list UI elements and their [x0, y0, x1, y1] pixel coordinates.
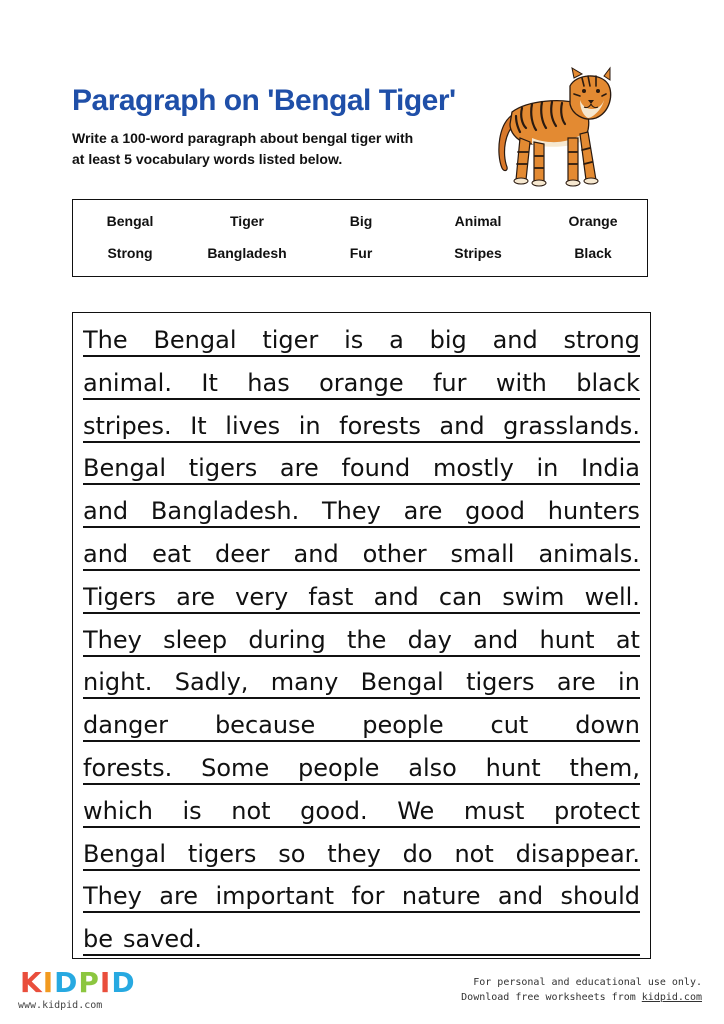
vocabulary-word: Bengal	[106, 213, 154, 229]
paragraph-word: small	[450, 540, 515, 568]
paragraph-word: and	[83, 497, 129, 526]
vocabulary-word: Black	[574, 245, 612, 261]
paragraph-word: and	[373, 582, 419, 611]
paragraph-word: for	[351, 882, 385, 911]
paragraph-word: night.	[83, 668, 153, 697]
paragraph-word: tigers	[187, 839, 257, 868]
paragraph-word: Bengal	[83, 839, 167, 868]
paragraph-word: tiger	[262, 326, 319, 354]
paragraph-word: people	[362, 711, 444, 740]
paragraph-word: good	[465, 497, 525, 526]
paragraph-word: the	[347, 625, 387, 654]
logo-letter: K	[20, 966, 43, 999]
paragraph-word: because	[214, 711, 316, 740]
instructions-line-1: Write a 100-word paragraph about bengal tiger with	[72, 130, 414, 146]
paragraph-word: deer	[214, 540, 270, 568]
paragraph-word: strong	[563, 326, 640, 354]
footer-usage-note: For personal and educational use only.	[473, 977, 702, 988]
vocabulary-row-2	[73, 245, 647, 265]
paragraph-line	[83, 747, 640, 785]
paragraph-word: can	[438, 582, 483, 611]
paragraph-word: are	[279, 454, 319, 483]
paragraph-line	[83, 405, 640, 443]
paragraph-word: people	[298, 754, 380, 782]
paragraph-word: tigers	[188, 454, 258, 483]
paragraph-word: important	[215, 882, 335, 911]
paragraph-word: Some	[201, 754, 270, 782]
paragraph-line	[83, 790, 640, 828]
vocabulary-row-1	[73, 213, 647, 233]
vocabulary-word: Orange	[568, 213, 618, 229]
vocabulary-word: Stripes	[454, 245, 502, 261]
paragraph-word: animal.	[83, 368, 172, 397]
paragraph-word: in	[536, 454, 559, 483]
paragraph-word: They	[322, 497, 381, 526]
paragraph-word: and	[473, 625, 519, 654]
paragraph-word: be	[83, 925, 113, 954]
paragraph-word: good.	[300, 796, 368, 825]
paragraph-word: Bangladesh.	[150, 497, 300, 526]
paragraph-line	[83, 362, 640, 400]
paragraph-line	[83, 319, 640, 357]
paragraph-line	[83, 918, 640, 956]
paragraph-word: eat	[152, 540, 191, 568]
worksheet-title: Paragraph on 'Bengal Tiger'	[72, 84, 456, 117]
paragraph-word: very	[235, 582, 289, 611]
paragraph-word: and	[83, 540, 129, 568]
paragraph-word: other	[362, 540, 427, 568]
paragraph-line	[83, 576, 640, 614]
paragraph-word: also	[408, 754, 457, 782]
vocabulary-word: Animal	[454, 213, 502, 229]
paragraph-word: tigers	[466, 668, 535, 697]
paragraph-word: so	[278, 839, 306, 868]
paragraph-word: down	[575, 711, 640, 740]
paragraph-word: Sadly,	[174, 668, 249, 697]
tiger-illustration-icon	[492, 64, 622, 194]
paragraph-word: should	[560, 882, 640, 911]
vocabulary-box	[72, 199, 648, 277]
paragraph-word: danger	[83, 711, 169, 740]
logo-url: www.kidpid.com	[18, 1000, 103, 1011]
paragraph-word: They	[83, 882, 142, 911]
vocabulary-word: Fur	[349, 245, 373, 261]
paragraph-line	[83, 619, 640, 657]
paragraph-word: forests	[339, 411, 421, 440]
paragraph-word: are	[403, 497, 443, 526]
instructions-line-2: at least 5 vocabulary words listed below.	[72, 151, 343, 167]
logo-letter: D	[111, 966, 136, 999]
paragraph-line	[83, 704, 640, 742]
kidpid-link[interactable]: kidpid.com	[641, 992, 702, 1003]
paragraph-word: hunt	[539, 625, 595, 654]
paragraph-word: orange	[319, 368, 404, 397]
paragraph-word: We	[397, 796, 435, 825]
logo-letter: I	[42, 966, 55, 999]
paragraph-line	[83, 533, 640, 571]
footer-download-prefix: Download free worksheets from	[461, 992, 642, 1003]
paragraph-word: It	[201, 368, 218, 397]
paragraph-word: saved.	[123, 925, 203, 954]
paragraph-word: Bengal	[153, 326, 237, 354]
paragraph-word: cut	[490, 711, 529, 740]
paragraph-word: a	[389, 326, 404, 354]
paragraph-word: during	[248, 625, 326, 654]
paragraph-word: fur	[432, 368, 467, 397]
paragraph-word: them,	[569, 754, 640, 782]
paragraph-word: and	[497, 882, 544, 911]
paragraph-word: sleep	[163, 625, 228, 654]
paragraph-word: with	[495, 368, 547, 397]
paragraph-line	[83, 875, 640, 913]
paragraph-word: protect	[553, 796, 640, 825]
paragraph-word: do	[402, 839, 433, 868]
paragraph-word: Bengal	[360, 668, 444, 697]
footer	[461, 975, 702, 1005]
paragraph-word: The	[83, 326, 128, 354]
paragraph-word: black	[576, 368, 640, 397]
logo-letter: D	[54, 966, 79, 999]
paragraph-word: swim	[502, 582, 565, 611]
paragraph-word: in	[618, 668, 640, 697]
paragraph-word: not	[454, 839, 494, 868]
logo-letter: P	[78, 966, 100, 999]
paragraph-word: are	[176, 582, 215, 611]
paragraph-word: and	[492, 326, 538, 354]
paragraph-word: Bengal	[83, 454, 167, 483]
paragraph-line	[83, 490, 640, 528]
paragraph-word: are	[556, 668, 596, 697]
paragraph-box	[72, 312, 651, 959]
paragraph-word: is	[344, 326, 364, 354]
paragraph-word: mostly	[432, 454, 514, 483]
paragraph-word: big	[429, 326, 467, 354]
paragraph-line	[83, 447, 640, 485]
paragraph-word: lives	[225, 411, 281, 440]
paragraph-word: found	[341, 454, 411, 483]
paragraph-word: at	[615, 625, 640, 654]
paragraph-word: hunt	[485, 754, 541, 782]
paragraph-word: well.	[584, 582, 640, 611]
paragraph-word: which	[83, 796, 153, 825]
paragraph-word: are	[159, 882, 199, 911]
footer-download-note	[461, 990, 702, 1005]
worksheet-instructions	[72, 128, 472, 170]
paragraph-word: fast	[308, 582, 354, 611]
paragraph-word: must	[463, 796, 525, 825]
paragraph-word: India	[581, 454, 640, 483]
paragraph-word: It	[190, 411, 207, 440]
paragraph-word: nature	[401, 882, 481, 911]
paragraph-word: in	[298, 411, 321, 440]
logo-letter: I	[99, 966, 112, 999]
vocabulary-word: Big	[349, 213, 373, 229]
vocabulary-word: Strong	[107, 245, 153, 261]
vocabulary-word: Tiger	[230, 213, 264, 229]
paragraph-word: disappear.	[515, 839, 640, 868]
paragraph-word: not	[231, 796, 271, 825]
paragraph-word: hunters	[547, 497, 640, 526]
paragraph-word: and	[293, 540, 339, 568]
paragraph-word: and	[439, 411, 485, 440]
paragraph-word: is	[182, 796, 202, 825]
paragraph-word: stripes.	[83, 411, 172, 440]
paragraph-word: day	[407, 625, 452, 654]
paragraph-word: grasslands.	[503, 411, 640, 440]
vocabulary-word: Bangladesh	[207, 245, 287, 261]
paragraph-line	[83, 661, 640, 699]
paragraph-word: has	[247, 368, 290, 397]
paragraph-word: animals.	[538, 540, 640, 568]
paragraph-word: forests.	[83, 754, 173, 782]
paragraph-word: they	[327, 839, 381, 868]
paragraph-line	[83, 833, 640, 871]
paragraph-word: Tigers	[83, 582, 156, 611]
paragraph-word: They	[83, 625, 142, 654]
paragraph-word: many	[270, 668, 339, 697]
kidpid-logo	[20, 966, 136, 999]
